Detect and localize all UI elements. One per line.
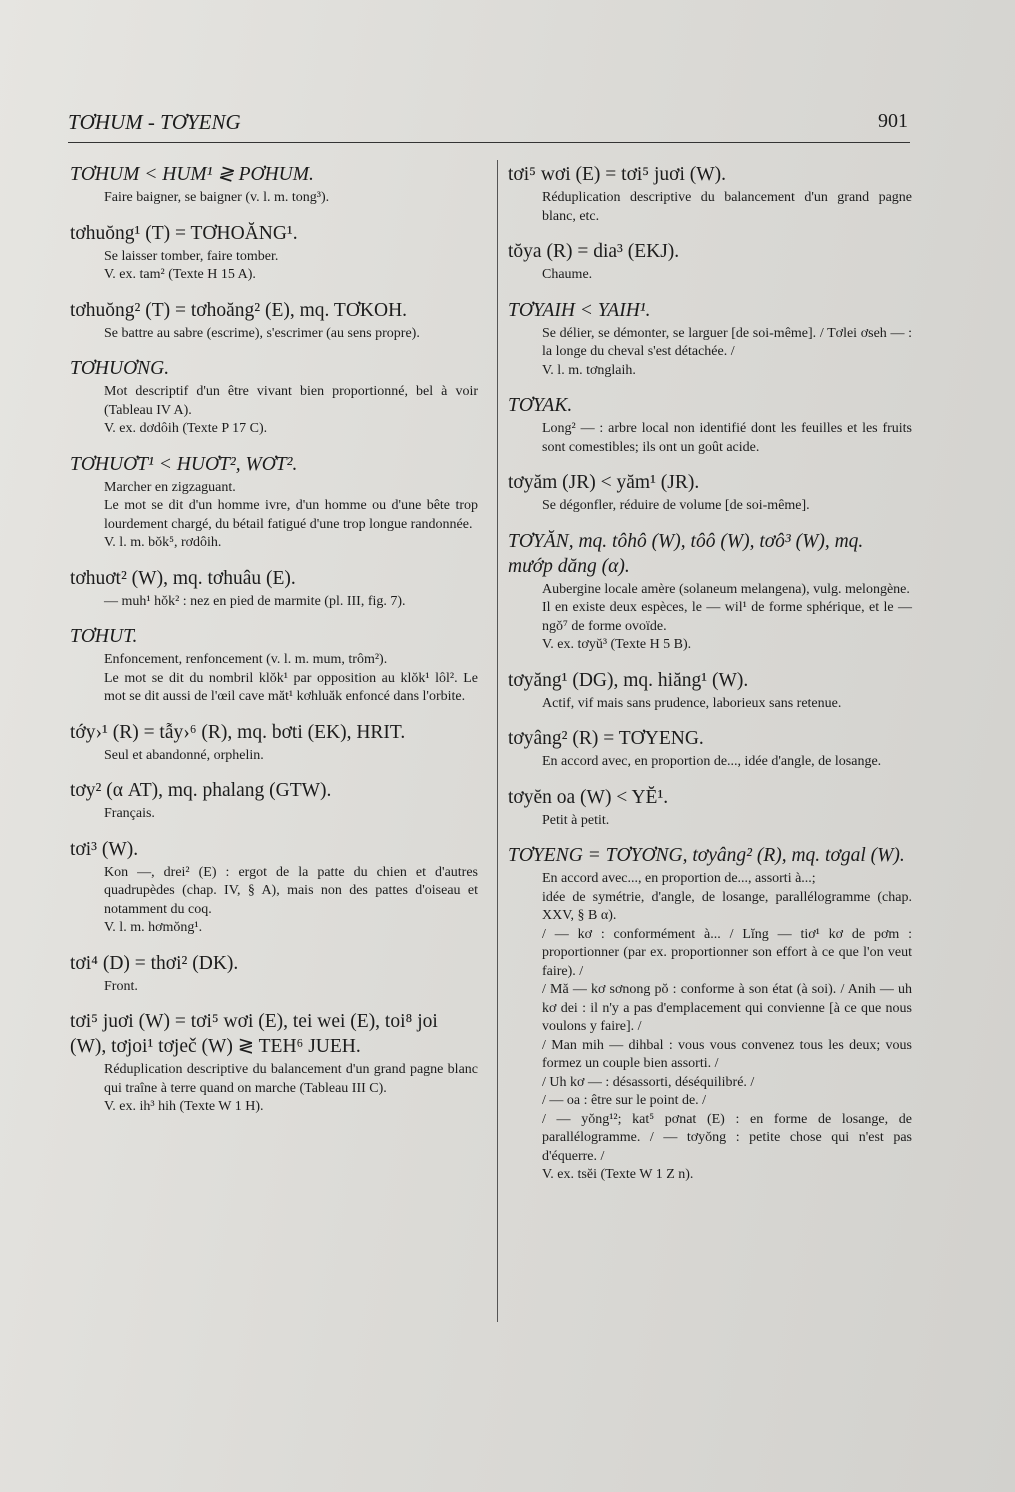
definition-line: Actif, vif mais sans prudence, laborieux sans retenue. (542, 695, 842, 711)
dictionary-entry (508, 785, 912, 831)
entry-headword: TƠYENG = TƠYƠNG, tơyâng² (R), mq. tơgal (W). (508, 845, 905, 866)
running-header (68, 108, 910, 143)
definition-line: V. ex. tơyŭ³ (Texte H 5 B). (542, 637, 692, 652)
dictionary-entry (508, 162, 912, 226)
entry-definition (70, 747, 478, 766)
dictionary-entry (70, 356, 478, 439)
dictionary-entry (70, 298, 478, 344)
entry-headword: tơhuŏng² (T) = tơhoăng² (E), mq. TƠKOH. (70, 299, 408, 321)
dictionary-entry (70, 951, 478, 997)
page-number: 901 (878, 110, 908, 132)
definition-line: Le mot se dit d'un homme ivre, d'un homme ou d'une bête trop lourdement chargé, du bétail fatigué d'une trop longue randonnée. (104, 498, 478, 532)
definition-line: Se dégonfler, réduire de volume [de soi-même]. (542, 498, 810, 513)
definition-line: Aubergine locale amère (solaneum melangena), vulg. melongène. (542, 581, 910, 597)
definition-line: Faire baigner, se baigner (v. l. m. tong³). (104, 190, 330, 205)
column-divider (497, 160, 498, 1322)
dictionary-entry (508, 298, 912, 381)
definition-line: Se battre au sabre (escrime), s'escrimer (au sens propre). (104, 325, 420, 341)
definition-line: / Mă — kơ sơnong pŏ : conforme à son état (à soi). / Anih — uh kơ dei : il n'y a pas d'emplacement qui convienne [à ce que nous voulons y faire]. / (542, 982, 912, 1034)
entry-headword: tơi⁵ wơi (E) = tơi⁵ juơi (W). (508, 164, 727, 185)
entry-definition (70, 248, 478, 285)
entry-headword: TƠYĂN, mq. tôhô (W), tôô (W), tơô³ (W), mq. mướp dăng (α). (508, 530, 864, 577)
entry-definition (70, 864, 478, 938)
entry-definition (508, 695, 912, 714)
definition-line: Se laisser tomber, faire tomber. (104, 248, 279, 264)
entry-headword: tơi³ (W). (70, 838, 139, 860)
dictionary-entry (70, 221, 478, 285)
header-title: TƠHUM - TƠYENG (68, 110, 241, 134)
definition-line: V. l. m. bŏk⁵, rơdôih. (104, 535, 222, 550)
entry-headword: tŏya (R) = dia³ (EKJ). (508, 241, 680, 262)
entry-headword: tơyâng² (R) = TƠYENG. (508, 728, 704, 749)
definition-line: Français. (104, 806, 155, 821)
definition-line: V. ex. dơdôih (Texte P 17 C). (104, 421, 268, 436)
dictionary-entry (70, 720, 478, 766)
definition-line: V. ex. ih³ hih (Texte W 1 H). (104, 1099, 264, 1114)
entry-headword: TƠHUT. (70, 626, 138, 647)
dictionary-entry (70, 162, 478, 208)
entry-definition (508, 325, 912, 381)
definition-line: Long² — : arbre local non identifié dont les feuilles et les fruits sont comestibles; ils ont un goût acide. (542, 421, 912, 455)
dictionary-entry (508, 843, 912, 1185)
definition-line: Seul et abandonné, orphelin. (104, 747, 264, 763)
definition-line: Le mot se dit du nombril klŏk¹ par opposition au klŏk¹ lôl². Le mot se dit aussi de l'œil cave măt¹ kơhluăk enfoncé dans l'orbite. (104, 670, 478, 704)
entry-headword: TƠHUM < HUM¹ ≷ PƠHUM. (70, 164, 314, 185)
definition-line: Marcher en zigzaguant. (104, 479, 236, 495)
definition-line: Réduplication descriptive du balancement d'un grand pagne blanc, etc. (542, 190, 912, 224)
entry-definition (70, 479, 478, 553)
definition-line: Kon —, drei² (E) : ergot de la patte du chien et d'autres quadrupèdes (chap. IV, § A), mais non des pattes d'oiseau et notamment du coq. (104, 864, 478, 917)
entry-definition (508, 581, 912, 655)
entry-definition (508, 497, 912, 516)
definition-line: Petit à petit. (542, 812, 610, 828)
definition-line: Réduplication descriptive du balancement d'un grand pagne blanc qui traîne à terre quand on marche (Tableau III C). (104, 1062, 478, 1096)
definition-line: V. ex. tsĕi (Texte W 1 Z n). (542, 1167, 694, 1182)
dictionary-entry (70, 624, 478, 707)
entry-headword: tơyĕn oa (W) < YĔ¹. (508, 786, 669, 808)
definition-line: Mot descriptif d'un être vivant bien proportionné, bel à voir (Tableau IV A). (104, 384, 478, 418)
dictionary-entry (70, 452, 478, 553)
definition-line: / Man mih — dihbal : vous vous convenez tous les deux; vous formez un couple bien assorti. / (542, 1037, 912, 1071)
entry-definition (70, 805, 478, 824)
definition-line: V. l. m. hơmŏng¹. (104, 920, 203, 935)
entry-headword: tơi⁴ (D) = thơi² (DK). (70, 952, 239, 974)
dictionary-entry (508, 529, 912, 655)
entry-headword: tớy›¹ (R) = tẫy›⁶ (R), mq. bơti (EK), HRIT. (70, 721, 406, 743)
entry-definition (70, 325, 478, 344)
entry-definition (508, 420, 912, 457)
entry-definition (508, 870, 912, 1185)
entry-definition (70, 189, 478, 208)
definition-line: Se délier, se démonter, se larguer [de soi-même]. / Tơlei ơseh — : la longe du cheval s'est détachée. / (542, 325, 912, 359)
entry-definition (70, 978, 478, 997)
dictionary-entry (508, 239, 912, 285)
definition-line: En accord avec..., en proportion de..., assorti à...; (542, 871, 816, 886)
definition-line: Front. (104, 978, 138, 994)
definition-line: idée de symétrie, d'angle, de losange, parallélogramme (chap. XXV, § B α). (542, 889, 912, 923)
entry-headword: tơy² (α AT), mq. phalang (GTW). (70, 780, 332, 801)
definition-line: / Uh kơ — : désassorti, déséquilibré. / (542, 1074, 755, 1090)
entry-definition (508, 189, 912, 226)
dictionary-entry (508, 668, 912, 714)
definition-line: Il en existe deux espèces, le — wil¹ de forme sphérique, et le — ngŏ⁷ de forme ovoïde. (542, 600, 912, 634)
entry-headword: tơyăng¹ (DG), mq. hiăng¹ (W). (508, 669, 749, 691)
entry-headword: tơhuŏng¹ (T) = TƠHOĂNG¹. (70, 222, 298, 244)
entry-definition (70, 651, 478, 707)
entry-headword: TƠHUƠT¹ < HUƠT², WƠT². (70, 453, 298, 475)
definition-line: V. ex. tam² (Texte H 15 A). (104, 267, 256, 282)
dictionary-entry (508, 393, 912, 457)
definition-line: / — kơ : conformément à... / Lĭng — tiơ¹ kơ de pơm : proportionner (par ex. proportionner son effort à ce que l'on veut faire). / (542, 926, 912, 979)
definition-line: Enfoncement, renfoncement (v. l. m. mum, trôm²). (104, 652, 388, 667)
entry-definition (70, 383, 478, 439)
entry-headword: TƠYAIH < YAIH¹. (508, 299, 651, 321)
entry-definition (508, 812, 912, 831)
entry-headword: TƠHUƠNG. (70, 358, 170, 379)
entry-headword: tơhuơt² (W), mq. tơhuâu (E). (70, 567, 296, 589)
dictionary-entry (70, 778, 478, 824)
entry-definition (70, 593, 478, 612)
entry-definition (508, 753, 912, 772)
entry-definition (70, 1061, 478, 1117)
entry-headword: tơyăm (JR) < yăm¹ (JR). (508, 472, 700, 493)
entry-headword: TƠYAK. (508, 395, 573, 416)
definition-line: — muh¹ hŏk² : nez en pied de marmite (pl. III, fig. 7). (104, 593, 406, 609)
dictionary-entry (70, 566, 478, 612)
entry-headword: tơi⁵ juơi (W) = tơi⁵ wơi (E), tei wei (E), toi⁸ joi (W), tơjoi¹ tơječ (W) ≷ TEH⁶ JUEH. (70, 1011, 438, 1057)
dictionary-entry (70, 837, 478, 938)
dictionary-entry (508, 726, 912, 772)
right-column (508, 162, 912, 1198)
definition-line: En accord avec, en proportion de..., idée d'angle, de losange. (542, 754, 882, 769)
left-column (70, 162, 478, 1130)
entry-definition (508, 266, 912, 285)
definition-line: / — oa : être sur le point de. / (542, 1093, 707, 1108)
definition-line: Chaume. (542, 267, 593, 282)
dictionary-entry (508, 470, 912, 516)
definition-line: V. l. m. tơnglaih. (542, 362, 636, 378)
definition-line: / — yŏng¹²; kat⁵ pơnat (E) : en forme de losange, de parallélogramme. / — tơyŏng : petite chose qui n'est pas d'équerre. / (542, 1111, 912, 1164)
dictionary-entry (70, 1009, 478, 1117)
